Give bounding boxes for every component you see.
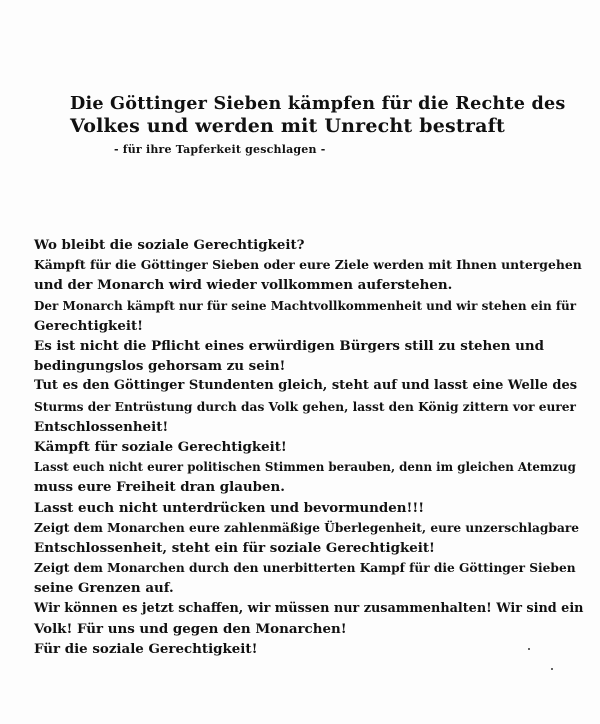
body-line: Kämpft für soziale Gerechtigkeit! — [34, 439, 287, 456]
body-line: muss eure Freiheit dran glauben. — [34, 479, 285, 496]
body-line: Lasst euch nicht eurer politischen Stimmen berauben, denn im gleichen Atemzug — [34, 460, 576, 475]
body-line: Es ist nicht die Pflicht eines erwürdigen Bürgers still zu stehen und — [34, 338, 545, 355]
body-line: Volk! Für uns und gegen den Monarchen! — [34, 620, 347, 637]
scan-speck — [528, 648, 530, 650]
body-line: Wir können es jetzt schaffen, wir müssen nur zusammenhalten! Wir sind ein — [34, 600, 584, 616]
body-line: Entschlossenheit, steht ein für soziale Gerechtigkeit! — [34, 540, 435, 557]
body-line: Entschlossenheit! — [34, 418, 169, 435]
body-line: Lasst euch nicht unterdrücken und bevormunden!!! — [34, 499, 425, 516]
body-line: Kämpft für die Göttinger Sieben oder eure Ziele werden mit Ihnen untergehen — [34, 257, 582, 273]
heading-line: Volkes und werden mit Unrecht bestraft — [70, 115, 505, 137]
body-line: Wo bleibt die soziale Gerechtigkeit? — [34, 237, 305, 253]
body-line: Der Monarch kämpft nur für seine Machtvollkommenheit und wir stehen ein für — [34, 298, 577, 313]
body-line: seine Grenzen auf. — [34, 580, 174, 597]
body-line: Zeigt dem Monarchen eure zahlenmäßige Überlegenheit, eure unzerschlagbare — [34, 520, 580, 535]
body-line: Tut es den Göttinger Stundenten gleich, steht auf und lasst eine Welle des — [34, 378, 578, 394]
body-line: Zeigt dem Monarchen durch den unerbitterten Kampf für die Göttinger Sieben — [34, 561, 576, 576]
heading-line: - für ihre Tapferkeit geschlagen - — [114, 143, 326, 156]
body-line: Gerechtigkeit! — [34, 317, 144, 334]
body-line: Für die soziale Gerechtigkeit! — [34, 641, 258, 658]
heading-line: Die Göttinger Sieben kämpfen für die Rechte des — [70, 93, 566, 114]
document-body — [34, 235, 584, 659]
scan-speck — [551, 668, 553, 670]
document-heading — [70, 92, 570, 161]
body-line: bedingungslos gehorsam zu sein! — [34, 358, 286, 375]
body-line: und der Monarch wird wieder vollkommen auferstehen. — [34, 277, 453, 294]
body-line: Sturms der Entrüstung durch das Volk gehen, lasst den König zittern vor eurer — [34, 399, 576, 414]
